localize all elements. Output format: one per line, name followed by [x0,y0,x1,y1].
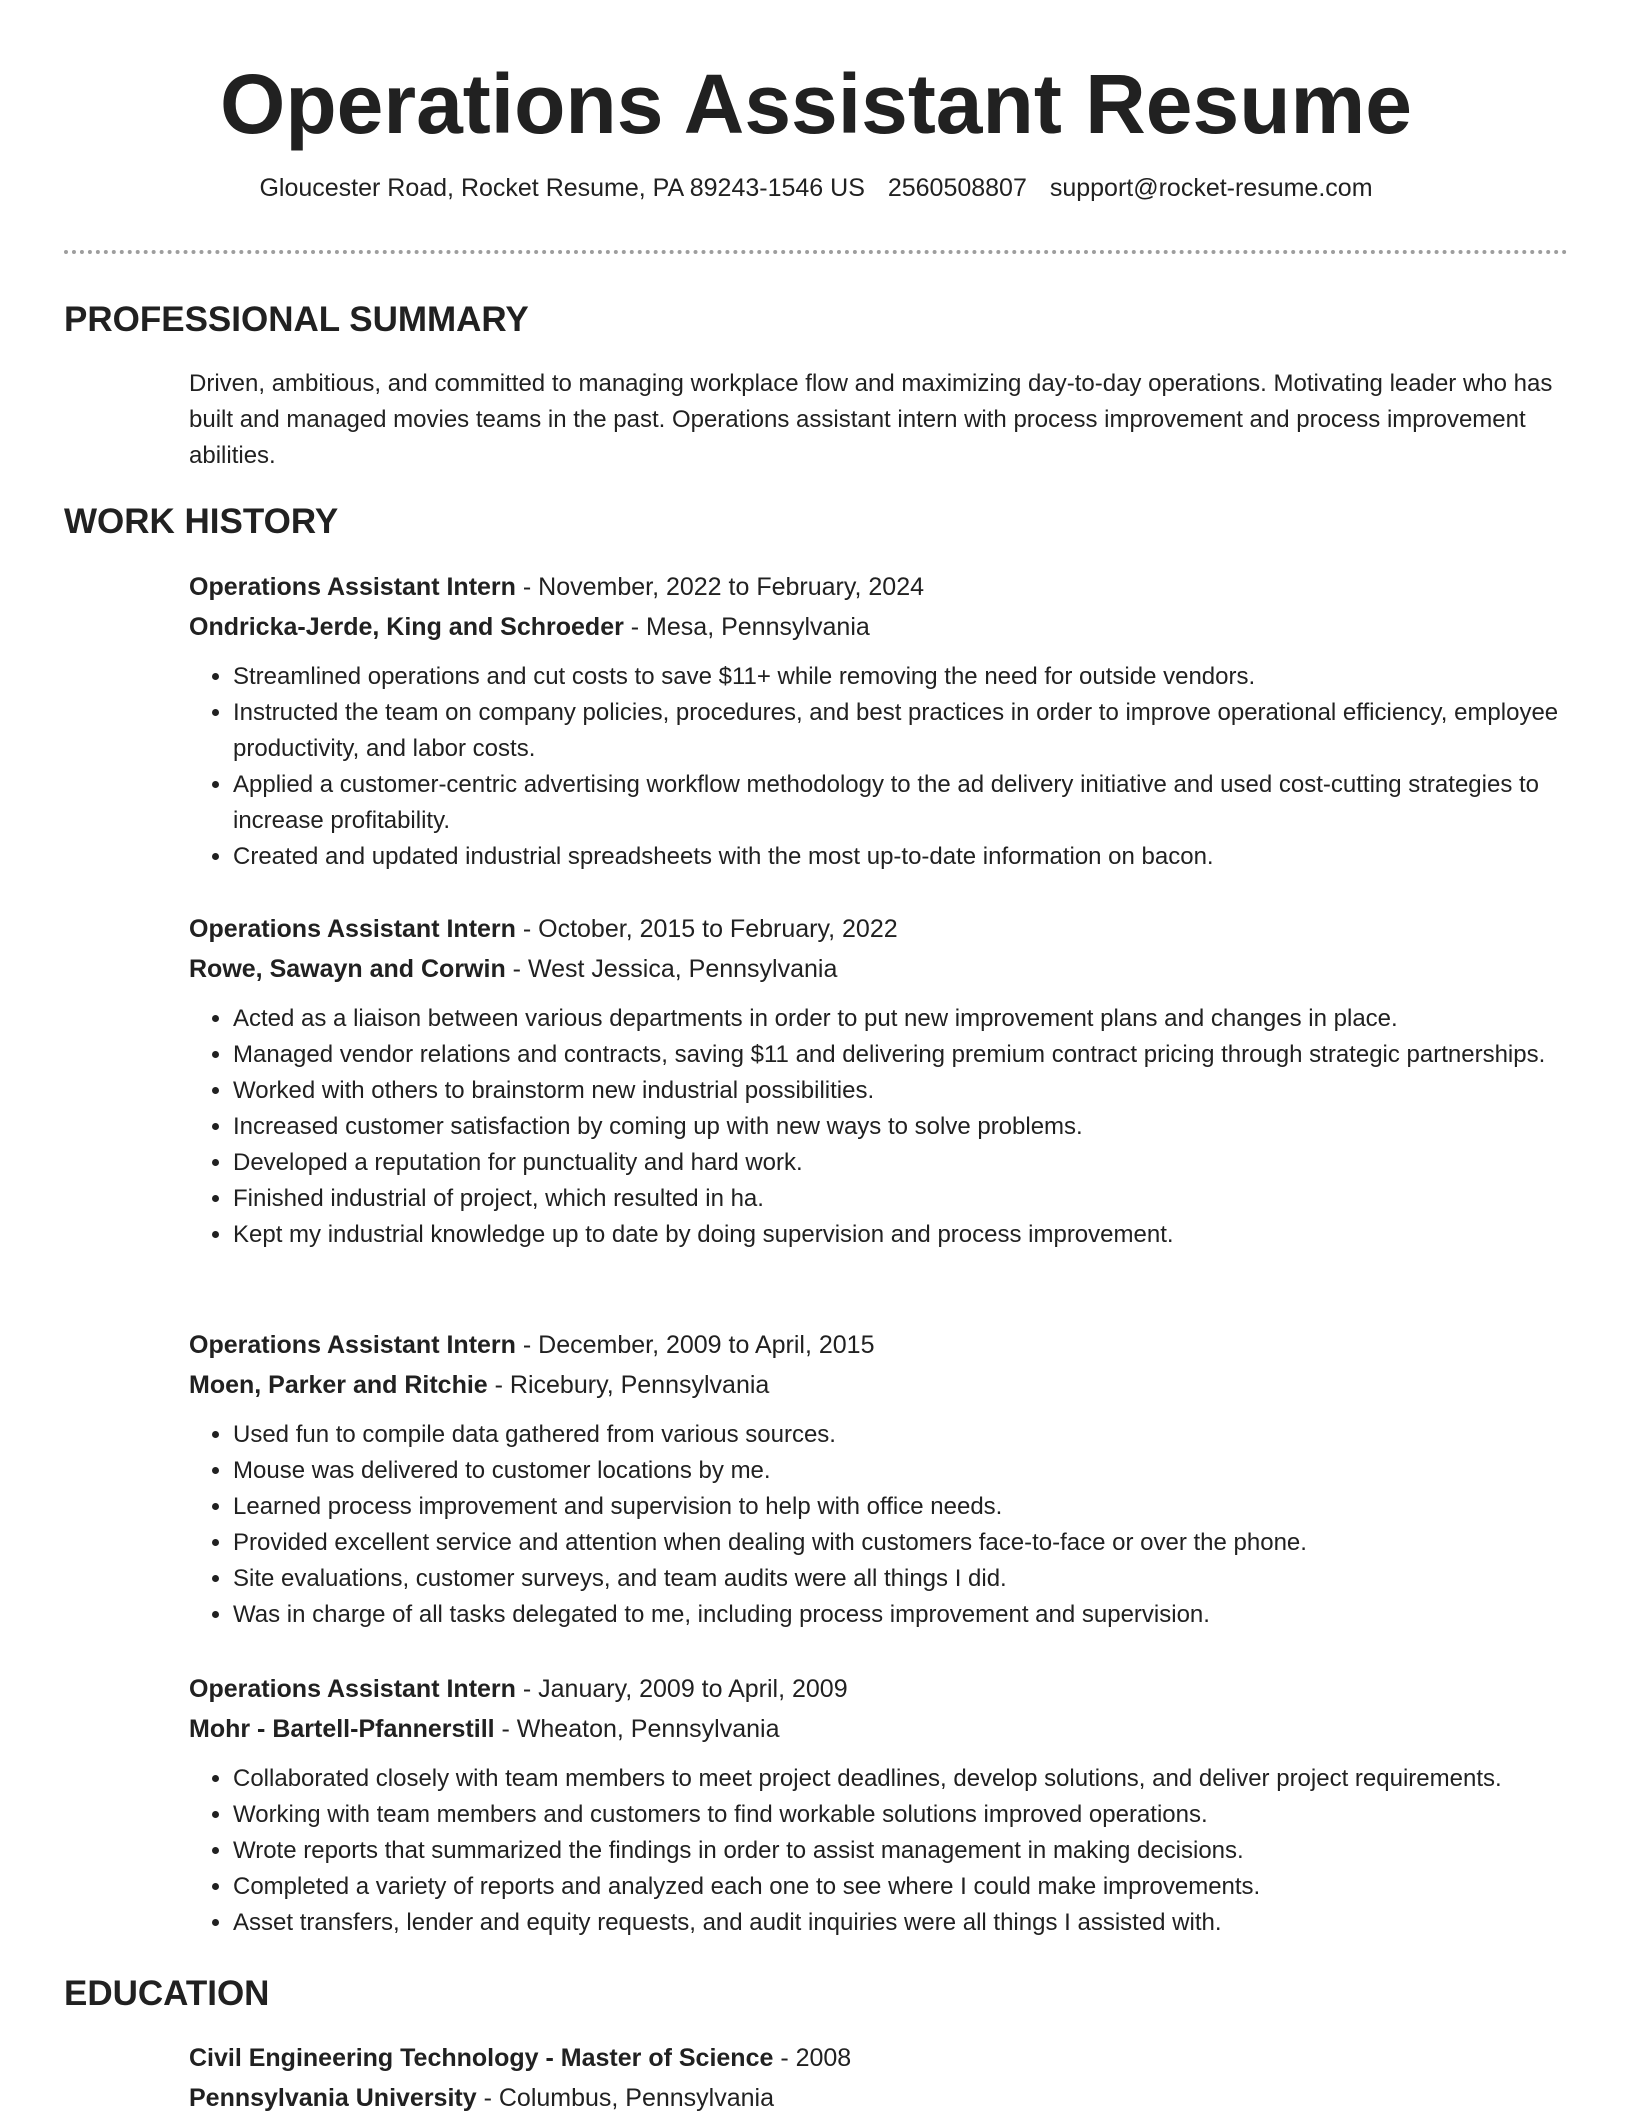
education-year: - 2008 [773,2044,852,2072]
job-title-line [189,909,1569,949]
summary-heading: PROFESSIONAL SUMMARY [64,300,529,339]
job-entry-1 [189,567,1569,875]
education-entry [189,2038,1569,2118]
job-bullet: • Working with team members and customers to find workable solutions improved operations. [233,1797,1569,1833]
job-dates: - December, 2009 to April, 2015 [515,1331,875,1359]
job-location: - Ricebury, Pennsylvania [487,1371,770,1399]
job-company-line [189,1709,1569,1749]
education-school-line [189,2078,1569,2118]
job-location: - West Jessica, Pennsylvania [505,955,838,983]
job-bullet: • Learned process improvement and supervision to help with office needs. [233,1489,1569,1525]
education-heading: EDUCATION [64,1974,270,2013]
job-company-line [189,1365,1569,1405]
job-bullet-list [189,1001,1569,1253]
job-bullet: • Collaborated closely with team members to meet project deadlines, develop solutions, and deliver project requirements. [233,1761,1569,1797]
work-history-heading: WORK HISTORY [64,502,339,541]
job-bullet-list [189,659,1569,875]
job-bullet-list [189,1761,1569,1941]
job-dates: - November, 2022 to February, 2024 [515,573,925,601]
job-position: Operations Assistant Intern [189,915,516,943]
job-bullet: • Increased customer satisfaction by coming up with new ways to solve problems. [233,1109,1569,1145]
contact-email: support@rocket-resume.com [1049,174,1373,202]
job-bullet: • Developed a reputation for punctuality and hard work. [233,1145,1569,1181]
job-bullet: • Managed vendor relations and contracts, saving $11 and delivering premium contract pricing through strategic partnerships. [233,1037,1569,1073]
job-entry-2 [189,909,1569,1253]
job-entry-4 [189,1669,1569,1941]
job-bullet: • Provided excellent service and attention when dealing with customers face-to-face or over the phone. [233,1525,1569,1561]
job-title-line [189,1669,1569,1709]
job-company: Rowe, Sawayn and Corwin [189,955,506,983]
job-location: - Mesa, Pennsylvania [623,613,870,641]
job-bullet: • Streamlined operations and cut costs to save $11+ while removing the need for outside vendors. [233,659,1569,695]
job-title-line [189,567,1569,607]
job-bullet: • Acted as a liaison between various departments in order to put new improvement plans and changes in place. [233,1001,1569,1037]
job-company: Mohr - Bartell-Pfannerstill [189,1715,495,1743]
job-entry-3 [189,1325,1569,1633]
contact-line [0,172,1632,204]
job-location: - Wheaton, Pennsylvania [494,1715,780,1743]
job-bullet: • Kept my industrial knowledge up to date by doing supervision and process improvement. [233,1217,1569,1253]
job-company: Moen, Parker and Ritchie [189,1371,488,1399]
job-bullet-list [189,1417,1569,1633]
job-bullet: • Mouse was delivered to customer locations by me. [233,1453,1569,1489]
job-company-line [189,607,1569,647]
education-degree: Civil Engineering Technology - Master of Science [189,2044,774,2072]
resume-header [0,48,1632,204]
resume-title: Operations Assistant Resume [220,57,1412,151]
job-company: Ondricka-Jerde, King and Schroeder [189,613,624,641]
contact-phone: 2560508807 [887,174,1027,202]
education-degree-line [189,2038,1569,2078]
summary-text: Driven, ambitious, and committed to managing workplace flow and maximizing day-to-day operations. Motivating leader who has built and managed movies teams in the past. Operations assistant intern with process improvement and process improvement abilities. [189,370,1553,469]
job-bullet: • Completed a variety of reports and analyzed each one to see where I could make improvements. [233,1869,1569,1905]
job-dates: - October, 2015 to February, 2022 [515,915,898,943]
job-dates: - January, 2009 to April, 2009 [515,1675,848,1703]
job-title-line [189,1325,1569,1365]
contact-address: Gloucester Road, Rocket Resume, PA 89243-1546 US [259,174,865,202]
job-bullet: • Finished industrial of project, which resulted in ha. [233,1181,1569,1217]
job-bullet: • Worked with others to brainstorm new industrial possibilities. [233,1073,1569,1109]
job-bullet: • Created and updated industrial spreadsheets with the most up-to-date information on bacon. [233,839,1569,875]
education-school: Pennsylvania University [189,2084,477,2112]
job-bullet: • Asset transfers, lender and equity requests, and audit inquiries were all things I assisted with. [233,1905,1569,1941]
job-bullet: • Applied a customer-centric advertising workflow methodology to the ad delivery initiative and used cost-cutting strategies to increase profitability. [233,767,1569,839]
job-company-line [189,949,1569,989]
job-bullet: • Wrote reports that summarized the findings in order to assist management in making decisions. [233,1833,1569,1869]
job-position: Operations Assistant Intern [189,1331,516,1359]
job-position: Operations Assistant Intern [189,573,516,601]
job-bullet: • Used fun to compile data gathered from various sources. [233,1417,1569,1453]
job-bullet: • Instructed the team on company policies, procedures, and best practices in order to improve operational efficiency, employee productivity, and labor costs. [233,695,1569,767]
job-position: Operations Assistant Intern [189,1675,516,1703]
job-bullet: • Was in charge of all tasks delegated to me, including process improvement and supervision. [233,1597,1569,1633]
job-bullet: • Site evaluations, customer surveys, and team audits were all things I did. [233,1561,1569,1597]
summary-section [189,366,1569,474]
header-divider [64,250,1568,254]
education-location: - Columbus, Pennsylvania [476,2084,775,2112]
